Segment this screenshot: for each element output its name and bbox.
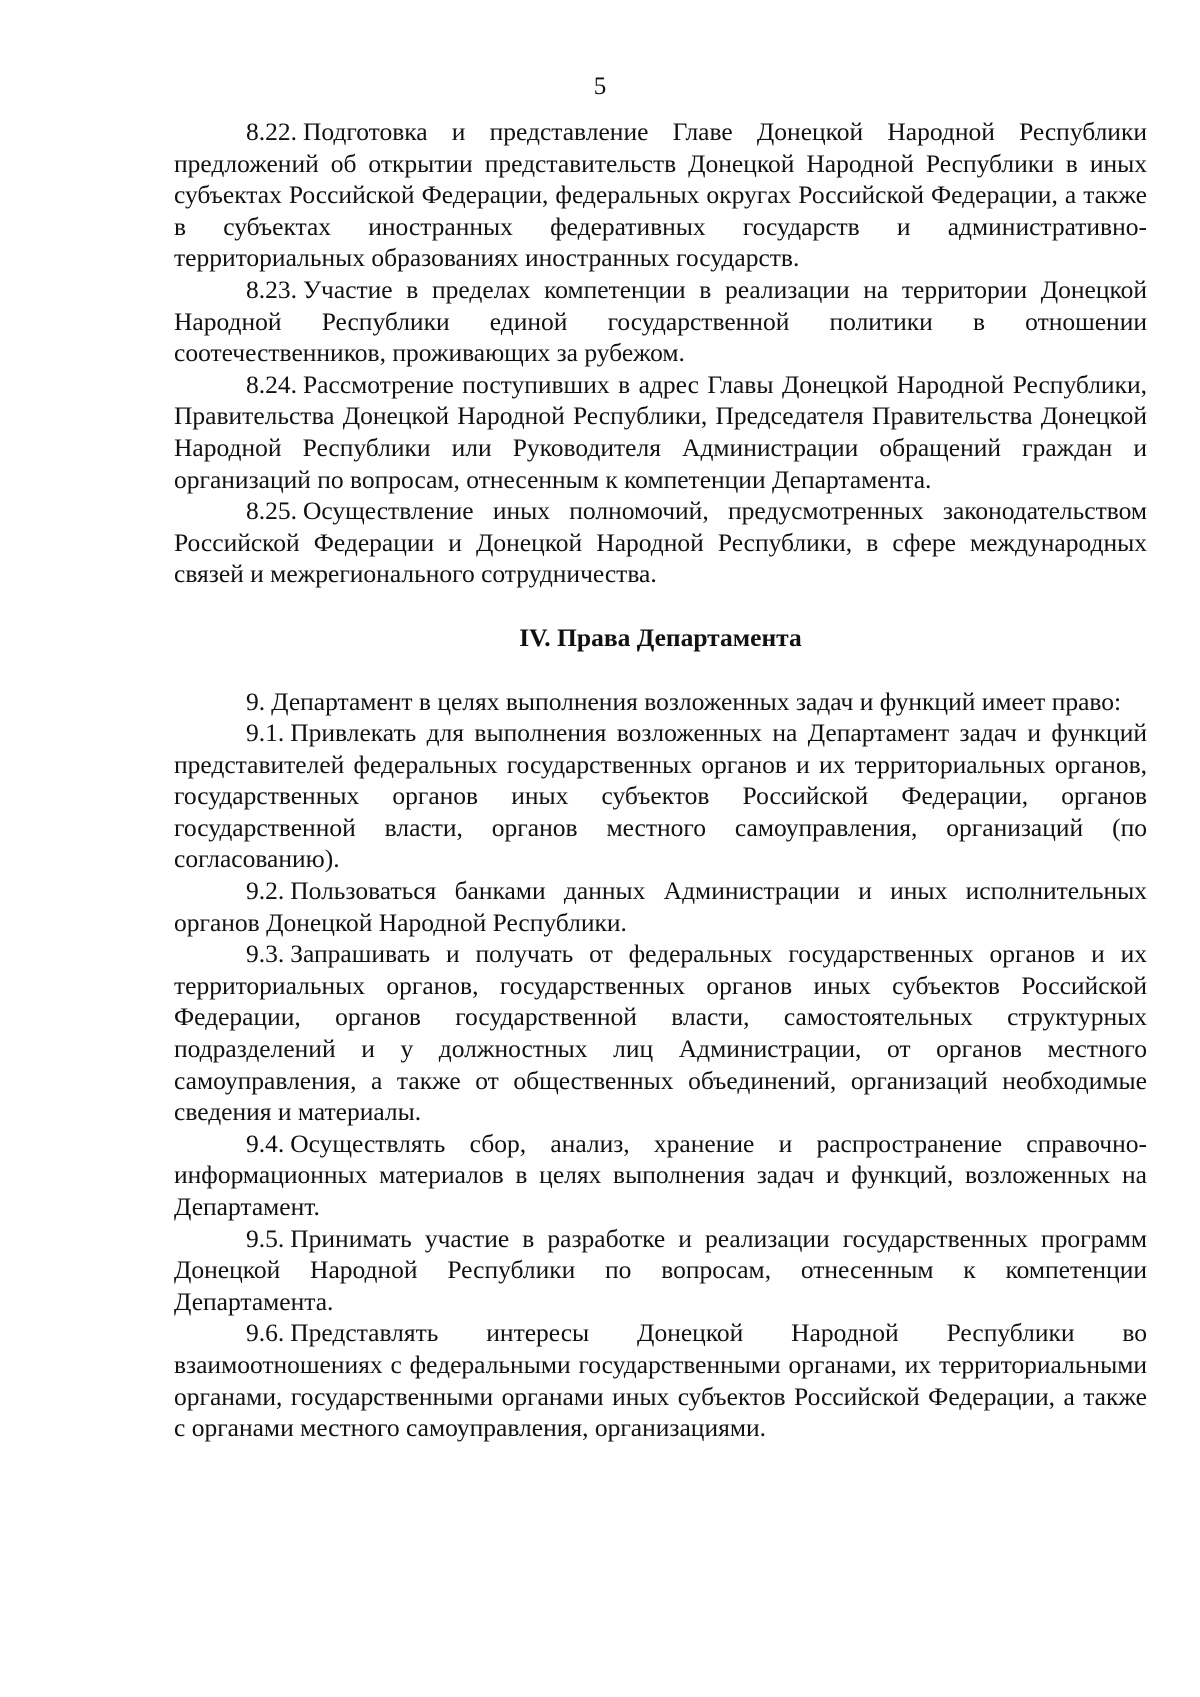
paragraph-text: Пользоваться банками данных Администрации и иных исполнительных органов Донецкой Народной Республики. [174, 876, 1147, 937]
page-number: 5 [593, 73, 607, 100]
paragraph-8-22 [174, 116, 1147, 274]
paragraph-number: 9.6. [246, 1318, 285, 1348]
paragraph-number: 8.22. [246, 117, 297, 146]
paragraph-text: Осуществлять сбор, анализ, хранение и распространение справочно-информационных материалов в целях выполнения задач и функций, возложенных на Департамент. [174, 1128, 1147, 1221]
paragraph-number: 8.24. [246, 369, 297, 399]
paragraph-number: 8.25. [246, 496, 297, 526]
paragraph-8-23 [174, 274, 1147, 369]
paragraph-text: Департамент в целях выполнения возложенных задач и функций имеет право: [271, 686, 1122, 716]
paragraph-9-1 [174, 717, 1147, 875]
paragraph-8-24 [174, 369, 1147, 495]
paragraph-9-4 [174, 1128, 1147, 1223]
paragraph-text: Запрашивать и получать от федеральных государственных органов и их территориальных органов, государственных органов иных субъектов Российской Федерации, органов государственной власти, самостоятельных структурных подразделений и у должностных лиц Администрации, от органов местного самоуправления, а также от общественных объединений, организаций необходимые сведения и материалы. [174, 939, 1147, 1127]
paragraph-text: Подготовка и представление Главе Донецкой Народной Республики предложений об открытии представительств Донецкой Народной Республики в иных субъектах Российской Федерации, федеральных округах Российской Федерации, а также в субъектах иностранных федеративных государств и административно-территориальных образованиях иностранных государств. [174, 117, 1147, 273]
paragraph-text: Принимать участие в разработке и реализации государственных программ Донецкой Народной Республики по вопросам, отнесенным к компетенции Департамента. [174, 1223, 1147, 1316]
paragraph-9-2 [174, 875, 1147, 938]
paragraph-number: 8.23. [246, 274, 297, 304]
paragraph-number: 9.5. [246, 1223, 285, 1253]
paragraph-number: 9.3. [246, 939, 285, 969]
document-body [174, 116, 1147, 1444]
paragraph-text: Представлять интересы Донецкой Народной Республики во взаимоотношениях с федеральными государственными органами, их территориальными органами, государственными органами иных субъектов Российской Федерации, а также с органами местного самоуправления, организациями. [174, 1318, 1147, 1443]
paragraph-text: Привлекать для выполнения возложенных на Департамент задач и функций представителей федеральных государственных органов и их территориальных органов, государственных органов иных субъектов Российской Федерации, органов государственной власти, органов местного самоуправления, организаций (по согласованию). [174, 718, 1147, 874]
paragraph-text: Осуществление иных полномочий, предусмотренных законодательством Российской Федерации и Донецкой Народной Республики, в сфере международных связей и межрегионального сотрудничества. [174, 496, 1147, 589]
paragraph-9-5 [174, 1223, 1147, 1318]
paragraph-9 [174, 686, 1147, 718]
paragraph-8-25 [174, 495, 1147, 590]
paragraph-text: Участие в пределах компетенции в реализации на территории Донецкой Народной Республики единой государственной политики в отношении соотечественников, проживающих за рубежом. [174, 274, 1147, 368]
paragraph-number: 9.1. [246, 718, 285, 748]
paragraph-number: 9.4. [246, 1128, 285, 1158]
paragraph-number: 9.2. [246, 876, 285, 906]
paragraph-text: Рассмотрение поступивших в адрес Главы Донецкой Народной Республики, Правительства Донецкой Народной Республики, Председателя Правительства Донецкой Народной Республики или Руководителя Администрации обращений граждан и организаций по вопросам, отнесенным к компетенции Департамента. [174, 369, 1147, 494]
paragraph-9-3 [174, 938, 1147, 1128]
section-heading: IV. Права Департамента [519, 622, 802, 652]
paragraph-9-6 [174, 1317, 1147, 1443]
paragraph-number: 9. [246, 686, 266, 716]
